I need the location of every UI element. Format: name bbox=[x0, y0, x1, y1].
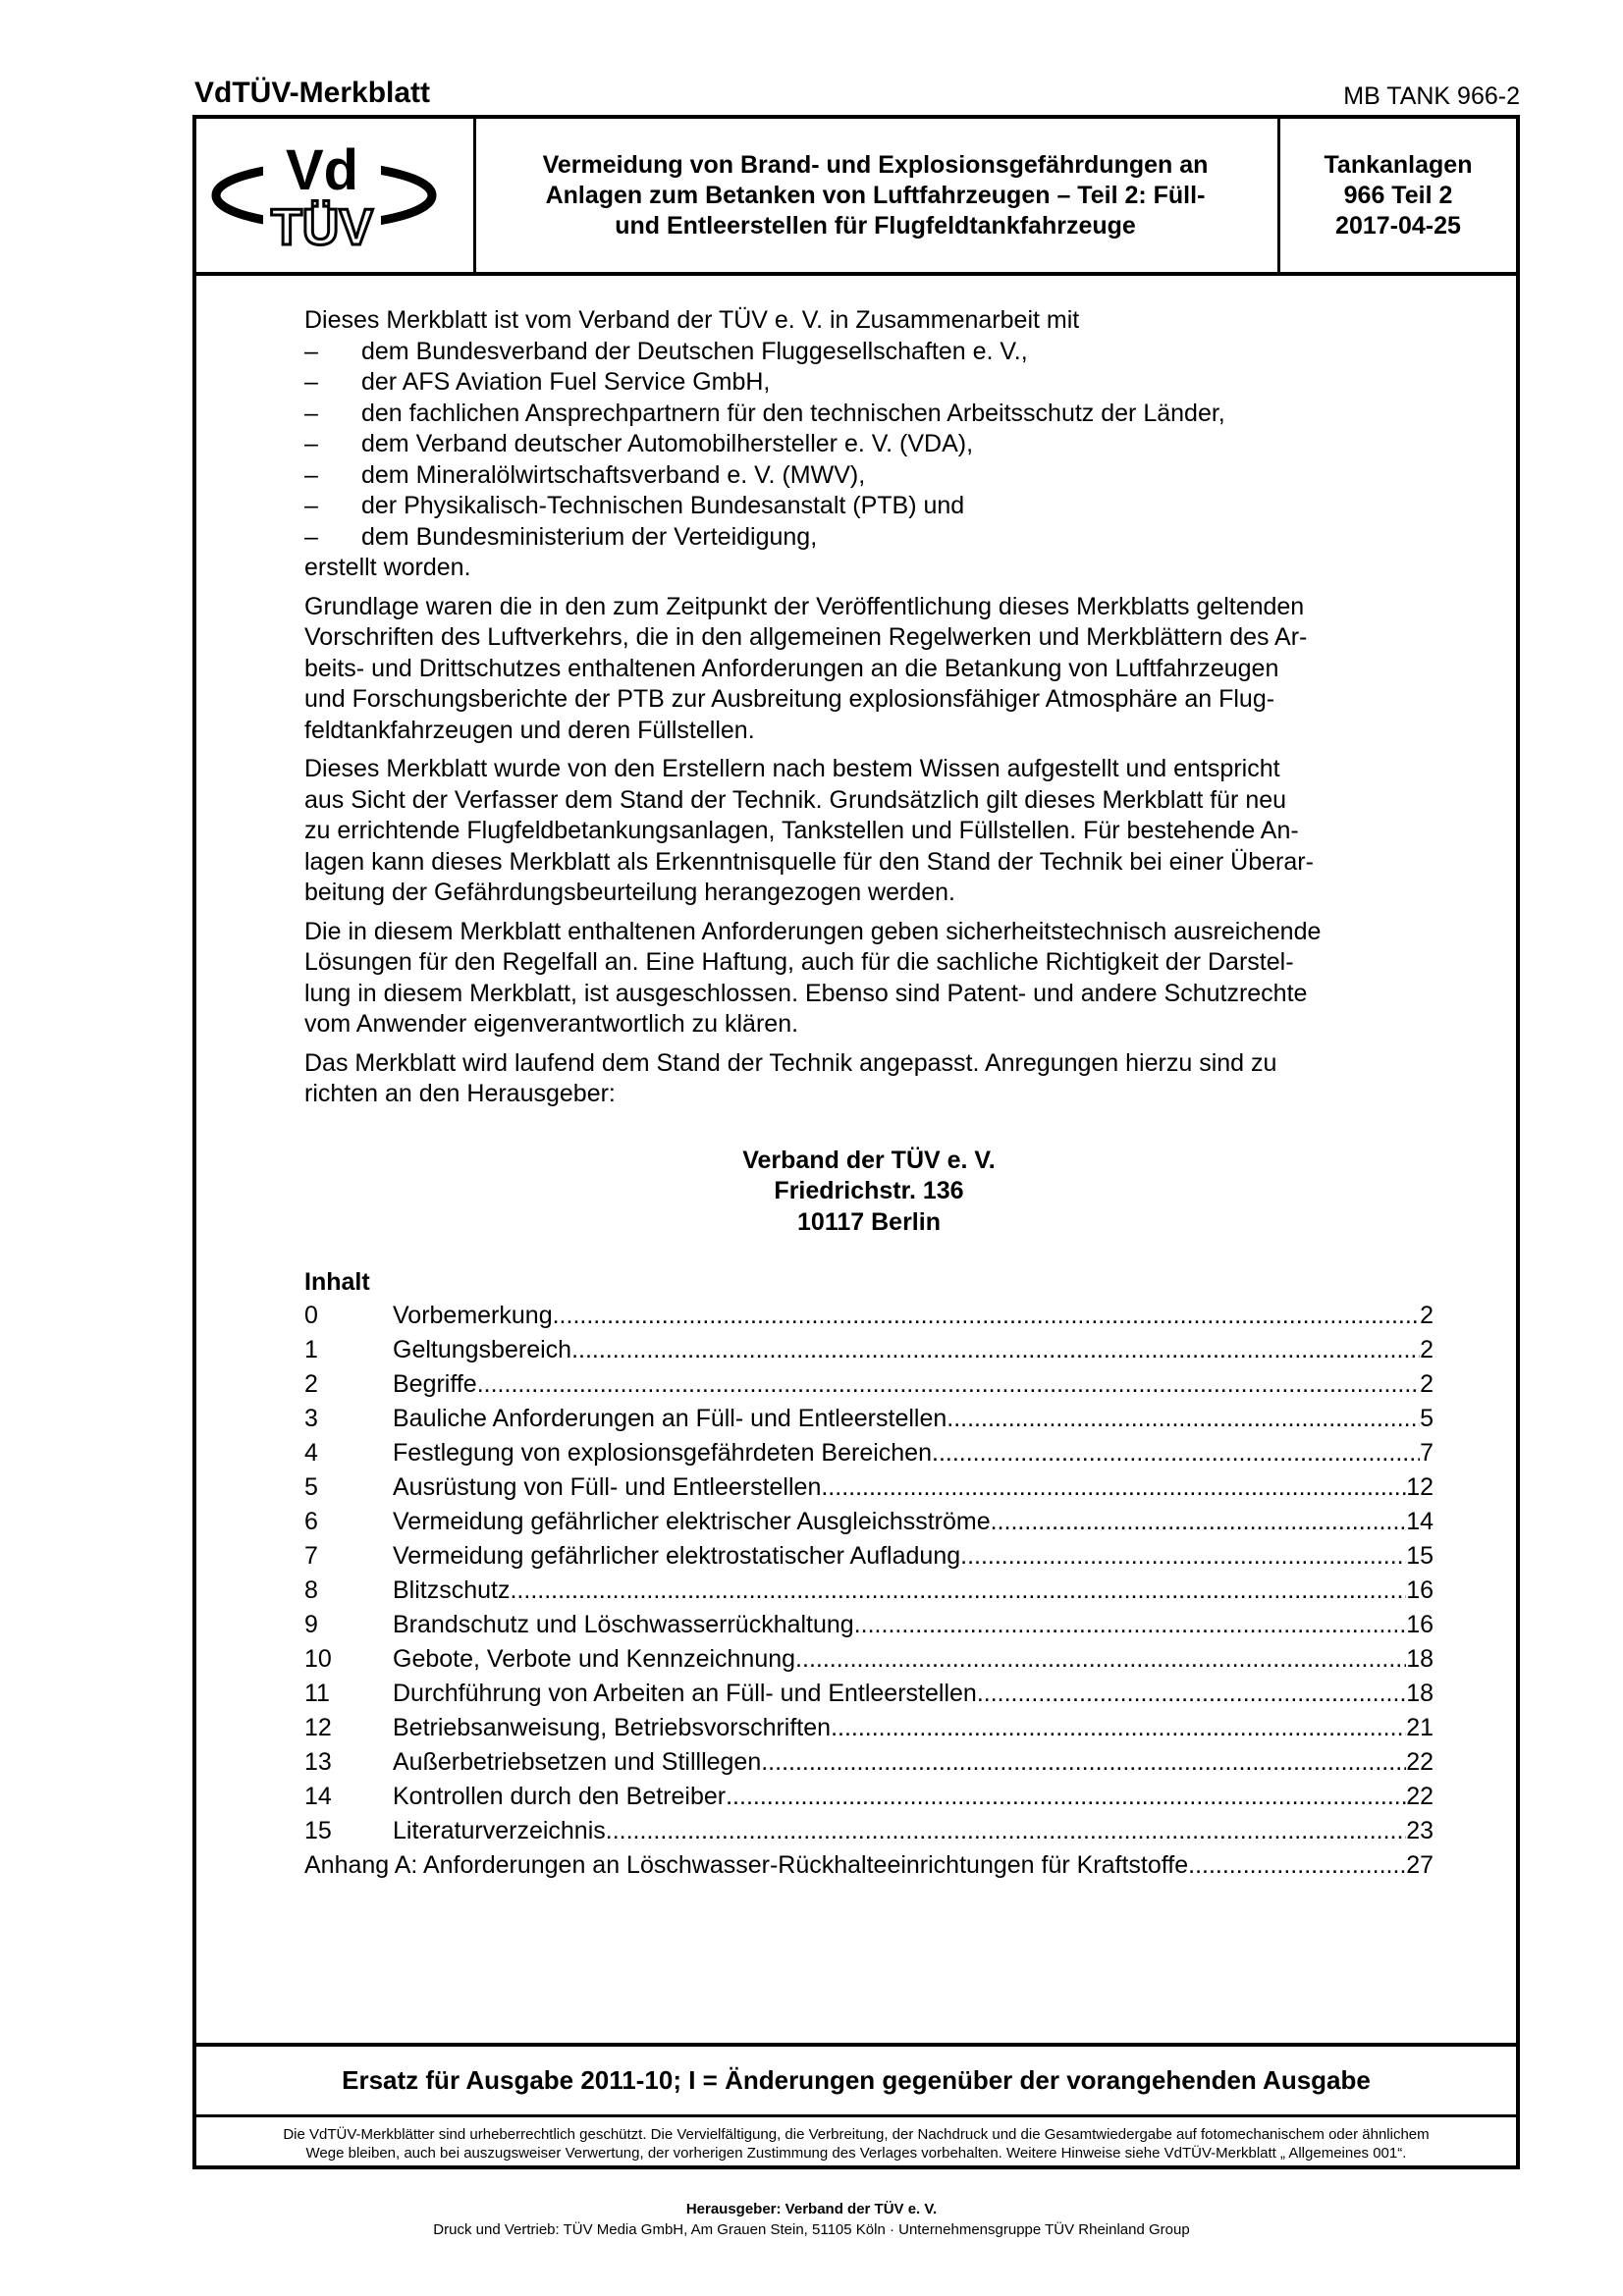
paragraph-state-of-art: Dieses Merkblatt wurde von den Erstellern nach bestem Wissen aufgestellt und entspricht aus Sicht der Verfasser dem Stand der Technik. Grundsätzlich gilt dieses Merkblatt für neu zu errichtende Flugfeldbetankungsanlagen, Tankstellen und Füllstellen. Für bestehende An- lagen kann dieses Merkblatt als Erkenntnisquelle für den Stand der Technik bei einer Überar- beitung der Gefährdungsbeurteilung herangezogen werden. bbox=[304, 755, 1314, 906]
intro-lead: Dieses Merkblatt ist vom Verband der TÜV e. V. in Zusammenarbeit mit bbox=[304, 306, 1080, 334]
publisher-address: Verband der TÜV e. V. Friedrichstr. 136 10117 Berlin bbox=[742, 1146, 996, 1236]
distribution-line: Druck und Vertrieb: TÜV Media GmbH, Am Grauen Stein, 51105 Köln · Unternehmensgruppe TÜV Rheinland Group bbox=[433, 2221, 1190, 2238]
toc-title: Vorbemerkung bbox=[393, 1301, 553, 1329]
copyright-notice: Die VdTÜV-Merkblätter sind urheberrechtlich geschützt. Die Vervielfältigung, die Verbreitung, der Nachdruck und die Gesamtwiedergabe auf fotomechanischem oder ähnlichem Wege bleiben, auch bei auszugsweiser Verwertung, der vorherigen Zustimmung des Verlages vorbehalten. Weitere Hinweise siehe VdTÜV-Merkblatt „ Allgemeines 001“. bbox=[283, 2125, 1430, 2162]
toc-leader bbox=[977, 1677, 1406, 1711]
toc-number: 1 bbox=[304, 1335, 318, 1363]
body-content bbox=[304, 305, 1434, 1883]
toc-entry[interactable] bbox=[304, 1299, 1434, 1333]
list-dash: – bbox=[304, 460, 318, 489]
toc-title: Geltungsbereich bbox=[393, 1335, 572, 1363]
toc-entry[interactable] bbox=[304, 1436, 1434, 1470]
document-code: MB TANK 966-2 bbox=[1343, 82, 1520, 110]
table-of-contents bbox=[304, 1299, 1434, 1848]
toc-page: 2 bbox=[1420, 1369, 1434, 1398]
toc-page: 7 bbox=[1420, 1438, 1434, 1467]
toc-title: Durchführung von Arbeiten an Füll- und Entleerstellen bbox=[393, 1679, 977, 1707]
list-dash: – bbox=[304, 368, 318, 396]
intro-closing: erstellt worden. bbox=[304, 554, 471, 581]
toc-entry[interactable] bbox=[304, 1402, 1434, 1436]
toc-title: Ausrüstung von Füll- und Entleerstellen bbox=[393, 1472, 822, 1501]
toc-entry[interactable] bbox=[304, 1642, 1434, 1677]
paragraph-updates: Das Merkblatt wird laufend dem Stand der Technik angepasst. Anregungen hierzu sind zu richten an den Herausgeber: bbox=[304, 1048, 1277, 1107]
toc-leader bbox=[761, 1745, 1406, 1780]
logo-cell bbox=[196, 119, 476, 272]
toc-annex-title: Anhang A: Anforderungen an Löschwasser-Rückhalteeinrichtungen für Kraftstoffe bbox=[304, 1850, 1189, 1879]
toc-page: 2 bbox=[1420, 1335, 1434, 1363]
document-title bbox=[473, 119, 1280, 272]
toc-leader bbox=[606, 1814, 1406, 1848]
toc-page: 16 bbox=[1406, 1610, 1434, 1638]
toc-page: 23 bbox=[1406, 1816, 1434, 1844]
toc-entry[interactable] bbox=[304, 1608, 1434, 1642]
list-dash: – bbox=[304, 522, 318, 551]
list-item bbox=[304, 522, 1434, 554]
toc-number: 13 bbox=[304, 1747, 332, 1776]
toc-number: 5 bbox=[304, 1472, 318, 1501]
toc-number: 9 bbox=[304, 1610, 318, 1638]
toc-annex[interactable] bbox=[304, 1848, 1434, 1883]
toc-page: 18 bbox=[1406, 1679, 1434, 1707]
toc-leader bbox=[960, 1539, 1406, 1574]
toc-annex-page: 27 bbox=[1406, 1850, 1434, 1879]
toc-number: 7 bbox=[304, 1541, 318, 1570]
toc-leader bbox=[947, 1402, 1420, 1436]
toc-number: 3 bbox=[304, 1404, 318, 1432]
toc-number: 2 bbox=[304, 1369, 318, 1398]
partner-list bbox=[304, 337, 1434, 554]
toc-entry[interactable] bbox=[304, 1505, 1434, 1539]
list-dash: – bbox=[304, 492, 318, 519]
toc-title: Festlegung von explosionsgefährdeten Bereichen bbox=[393, 1438, 932, 1467]
toc-leader bbox=[821, 1470, 1406, 1505]
toc-title: Gebote, Verbote und Kennzeichnung bbox=[393, 1644, 796, 1673]
toc-number: 11 bbox=[304, 1679, 330, 1707]
toc-title: Außerbetriebsetzen und Stilllegen bbox=[393, 1747, 762, 1776]
document-meta bbox=[1280, 119, 1516, 272]
title-line-3: und Entleerstellen für Flugfeldtankfahrzeuge bbox=[615, 211, 1136, 240]
toc-entry[interactable] bbox=[304, 1745, 1434, 1780]
toc-entry[interactable] bbox=[304, 1711, 1434, 1745]
toc-title: Brandschutz und Löschwasserrückhaltung bbox=[393, 1610, 854, 1638]
list-item bbox=[304, 337, 1434, 368]
vdtuev-logo bbox=[196, 119, 473, 272]
toc-page: 21 bbox=[1406, 1713, 1434, 1741]
toc-leader bbox=[726, 1780, 1406, 1814]
toc-entry[interactable] bbox=[304, 1814, 1434, 1848]
toc-number: 14 bbox=[304, 1782, 332, 1810]
title-line-1: Vermeidung von Brand- und Explosionsgefährdungen an bbox=[542, 150, 1209, 179]
toc-title: Vermeidung gefährlicher elektrischer Ausgleichsströme bbox=[393, 1507, 991, 1535]
issue-date: 2017-04-25 bbox=[1335, 211, 1461, 240]
partner-text: der AFS Aviation Fuel Service GmbH, bbox=[361, 368, 771, 396]
toc-title: Blitzschutz bbox=[393, 1575, 511, 1604]
publisher-footer bbox=[0, 2199, 1623, 2240]
toc-number: 15 bbox=[304, 1816, 332, 1844]
toc-leader bbox=[571, 1333, 1420, 1367]
list-dash: – bbox=[304, 430, 318, 457]
toc-entry[interactable] bbox=[304, 1333, 1434, 1367]
title-line-2: Anlagen zum Betanken von Luftfahrzeugen – Teil 2: Füll- bbox=[545, 181, 1206, 209]
toc-page: 2 bbox=[1420, 1301, 1434, 1329]
partner-text: dem Bundesverband der Deutschen Fluggesellschaften e. V., bbox=[361, 337, 1028, 365]
toc-heading: Inhalt bbox=[304, 1268, 370, 1296]
toc-page: 12 bbox=[1406, 1472, 1434, 1501]
partner-text: dem Mineralölwirtschaftsverband e. V. (MWV), bbox=[361, 460, 866, 489]
toc-entry[interactable] bbox=[304, 1367, 1434, 1402]
partner-text: dem Bundesministerium der Verteidigung, bbox=[361, 522, 818, 551]
toc-entry[interactable] bbox=[304, 1539, 1434, 1574]
toc-entry[interactable] bbox=[304, 1780, 1434, 1814]
partner-text: den fachlichen Ansprechpartnern für den technischen Arbeitsschutz der Länder, bbox=[361, 399, 1225, 427]
toc-number: 12 bbox=[304, 1713, 332, 1741]
partner-text: dem Verband deutscher Automobilhersteller e. V. (VDA), bbox=[361, 430, 974, 457]
toc-leader bbox=[510, 1574, 1406, 1608]
header-table bbox=[196, 119, 1516, 276]
paragraph-liability: Die in diesem Merkblatt enthaltenen Anforderungen geben sicherheitstechnisch ausreichende Lösungen für den Regelfall an. Eine Haftung, auch für die sachliche Richtigkeit der Darstel- lung in diesem Merkblatt, ist ausgeschlossen. Ebenso sind Patent- und andere Schutzrechte vom Anwender eigenverantwortlich zu klären. bbox=[304, 917, 1322, 1038]
list-item bbox=[304, 399, 1434, 430]
list-item bbox=[304, 491, 1434, 522]
toc-leader bbox=[932, 1436, 1420, 1470]
toc-leader bbox=[991, 1505, 1407, 1539]
toc-title: Betriebsanweisung, Betriebsvorschriften bbox=[393, 1713, 832, 1741]
category: Tankanlagen bbox=[1324, 150, 1473, 179]
toc-title: Vermeidung gefährlicher elektrostatischer Aufladung bbox=[393, 1541, 961, 1570]
list-item bbox=[304, 429, 1434, 460]
toc-page: 5 bbox=[1420, 1404, 1434, 1432]
toc-page: 14 bbox=[1406, 1507, 1434, 1535]
document-type: VdTÜV-Merkblatt bbox=[194, 77, 431, 109]
toc-leader bbox=[477, 1367, 1420, 1402]
paragraph-basis: Grundlage waren die in den zum Zeitpunkt der Veröffentlichung dieses Merkblatts geltenden Vorschriften des Luftverkehrs, die in den allgemeinen Regelwerken und Merkblättern des Ar- beits- und Drittschutzes enthaltenen Anforderungen an die Betankung von Luftfahrzeugen und Forschungsberichte der PTB zur Ausbreitung explosionsfähiger Atmosphäre an Flug- feldtankfahrzeugen und deren Füllstellen. bbox=[304, 592, 1308, 744]
list-dash: – bbox=[304, 399, 318, 427]
part: 966 Teil 2 bbox=[1343, 181, 1453, 209]
replacement-note: Ersatz für Ausgabe 2011-10; I = Änderungen gegenüber der vorangehenden Ausgabe bbox=[196, 2043, 1516, 2117]
logo-text-top: Vd bbox=[285, 138, 359, 202]
toc-leader bbox=[795, 1642, 1406, 1677]
toc-page: 18 bbox=[1406, 1644, 1434, 1673]
list-dash: – bbox=[304, 337, 318, 365]
toc-entry[interactable] bbox=[304, 1677, 1434, 1711]
toc-number: 0 bbox=[304, 1301, 318, 1329]
toc-number: 10 bbox=[304, 1644, 332, 1673]
toc-number: 8 bbox=[304, 1575, 318, 1604]
logo-text-bottom: TÜV bbox=[271, 199, 373, 256]
list-item bbox=[304, 460, 1434, 492]
toc-entry[interactable] bbox=[304, 1574, 1434, 1608]
toc-page: 22 bbox=[1406, 1782, 1434, 1810]
toc-entry[interactable] bbox=[304, 1470, 1434, 1505]
toc-page: 22 bbox=[1406, 1747, 1434, 1776]
toc-title: Bauliche Anforderungen an Füll- und Entleerstellen bbox=[393, 1404, 947, 1432]
toc-leader bbox=[854, 1608, 1406, 1642]
toc-number: 4 bbox=[304, 1438, 318, 1467]
toc-leader bbox=[553, 1299, 1420, 1333]
toc-page: 16 bbox=[1406, 1575, 1434, 1604]
partner-text: der Physikalisch-Technischen Bundesanstalt (PTB) und bbox=[361, 492, 965, 519]
toc-leader bbox=[831, 1711, 1406, 1745]
toc-title: Literaturverzeichnis bbox=[393, 1816, 606, 1844]
toc-title: Begriffe bbox=[393, 1369, 477, 1398]
toc-page: 15 bbox=[1406, 1541, 1434, 1570]
toc-leader bbox=[1188, 1848, 1406, 1883]
page-frame bbox=[192, 115, 1520, 2169]
list-item bbox=[304, 367, 1434, 399]
toc-title: Kontrollen durch den Betreiber bbox=[393, 1782, 727, 1810]
toc-number: 6 bbox=[304, 1507, 318, 1535]
publisher-line: Herausgeber: Verband der TÜV e. V. bbox=[685, 2201, 938, 2217]
